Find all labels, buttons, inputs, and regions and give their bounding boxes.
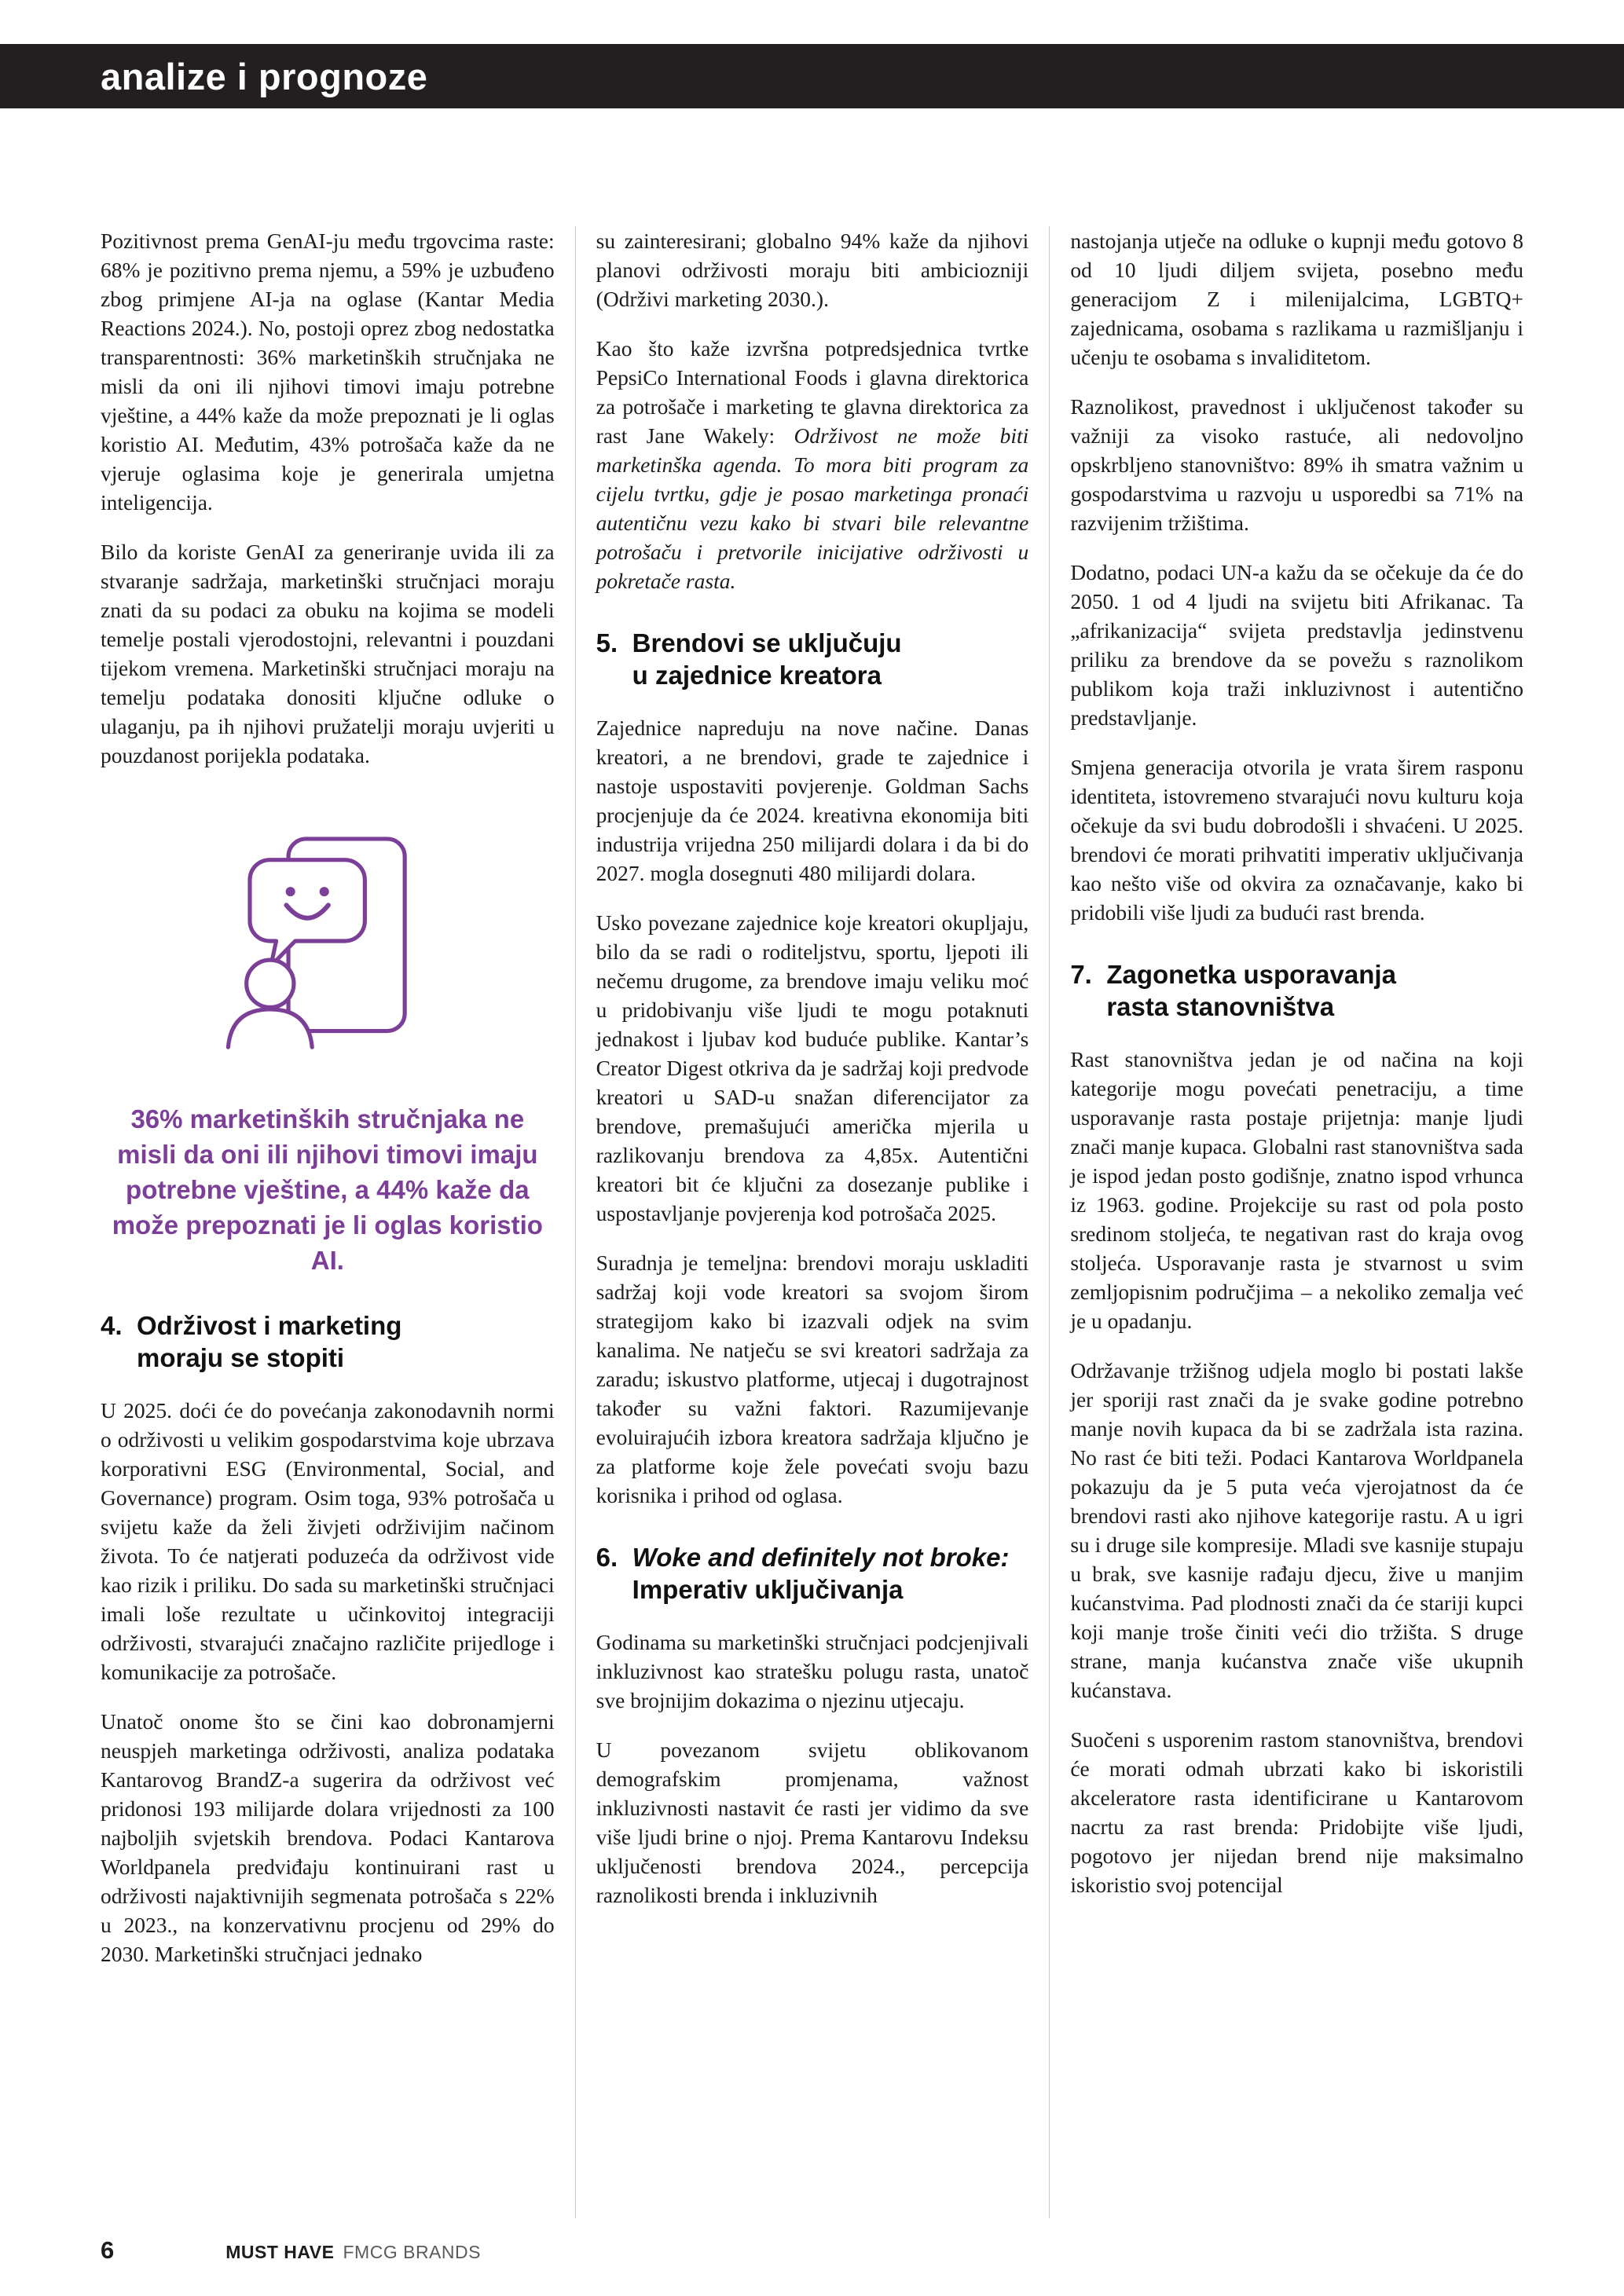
body-paragraph: U povezanom svijetu oblikovanom demografskim promjenama, važnost inkluzivnosti nastavit će rasti jer vidimo da sve više ljudi brine o njoj. Prema Kantarovu Indeksu uključenosti brendova 2024., percepcija raznolikosti brenda i inkluzivnih (596, 1738, 1029, 1907)
section-number: 4. (101, 1311, 123, 1340)
body-paragraph: Zajednice napreduju na nove načine. Danas kreatori, a ne brendovi, grade te zajednice i nastoje uspostaviti povjerenje. Goldman Sachs procjenjuje da će 2024. kreativna ekonomija biti industrija vrijedna 250 milijardi dolara i da bi do 2027. mogla dosegnuti 480 milijardi dolara. (596, 716, 1029, 885)
body-paragraph: nastojanja utječe na odluke o kupnji među gotovo 8 od 10 ljudi diljem svijeta, posebno među generacijom Z i milenijalcima, LGBTQ+ zajednicama, osobama s razlikama u razmišljanju i učenju te osobama s invaliditetom. (1070, 229, 1523, 369)
section-number: 7. (1070, 960, 1092, 989)
pull-quote: 36% marketinških stručnjaka ne misli da oni ili njihovi timovi imaju potrebne vještine, a 44% kaže da može prepoznati je li oglas koristio AI. (112, 1104, 543, 1275)
body-paragraph: Smjena generacija otvorila je vrata širem rasponu identiteta, istovremeno stvarajući novu kulturu koja očekuje da svi budu dobrodošli i shvaćeni. U 2025. brendovi će morati prihvatiti imperativ uključivanja kao nešto više od okvira za označavanje, kako bi pridobili više ljudi za budući rast brenda. (1070, 755, 1523, 925)
section-heading-population (1070, 958, 1523, 1023)
heading-text: Održivost i marketing moraju se stopiti (137, 1311, 402, 1372)
page-header-bar (0, 44, 1624, 108)
publication-title-bold: MUST HAVE (225, 2242, 335, 2262)
column-1 (101, 226, 575, 2218)
section-heading-inclusion (596, 1541, 1029, 1606)
body-paragraph: U 2025. doći će do povećanja zakonodavnih normi o održivosti u velikim gospodarstvima koje ubrzava korporativni ESG (Environmental, Social, and Governance) program. Osim toga, 93% potrošača u svijetu kaže da želi živjeti održivijim načinom života. To će natjerati poduzeća da održivost vide kao rizik i priliku. Do sada su marketinški stručnjaci imali loše rezultate u učinkovitoj integraciji održivosti, stvarajući značajno različite prijedloge i komunikacije za potrošače. (101, 1398, 555, 1684)
section-number: 5. (596, 628, 618, 657)
phone-chat-smiley-icon (101, 815, 555, 1067)
body-paragraph: Unatoč onome što se čini kao dobronamjerni neuspjeh marketinga održivosti, analiza podataka Kantarovog BrandZ-a sugerira da održivost već pridonosi 193 milijarde dolara vrijednosti za 100 najboljih svjetskih brendova. Podaci Kantarova Worldpanela predviđaju kontinuirani rast u održivosti najaktivnijih segmenata potrošača s 22% u 2023., na konzervativnu procjenu od 29% do 2030. Marketinški stručnjaci jednako (101, 1709, 555, 1966)
content-columns (101, 226, 1523, 2218)
body-paragraph: Suočeni s usporenim rastom stanovništva, brendovi će morati odmah ubrzati kako bi iskoristili akceleratore rasta identificirane u Kantarovom nacrtu za rast brenda: Pridobijte više ljudi, pogotovo jer nijedan brend nije maksimalno iskoristio svoj potencijal (1070, 1727, 1523, 1897)
body-paragraph: Raznolikost, pravednost i uključenost također su važniji za visoko rastuće, ali nedovoljno opskrbljeno stanovništvo: 89% ih smatra važnim u gospodarstvima u razvoju u usporedbi sa 71% na razvijenim tržištima. (1070, 394, 1523, 535)
column-3 (1049, 226, 1523, 2218)
body-paragraph: Usko povezane zajednice koje kreatori okupljaju, bilo da se radi o roditeljstvu, sportu, ljepoti ili nečemu drugome, za brendove imaju veliku moć u pridobivanju više ljudi te mogu potaknuti jednakost i ljubav kod buduće publike. Kantar’s Creator Digest otkriva da je sadržaj koji predvode kreatori u SAD-u snažan diferencijator za brendove, premašujući američka mjerila u razlikovanju brendova za 4,85x. Autentični kreatori bit će ključni za dosezanje publike i uspostavljanje povjerenja kod potrošača 2025. (596, 910, 1029, 1225)
phone-chat-smiley-icon (206, 815, 449, 1067)
body-paragraph: Dodatno, podaci UN-a kažu da se očekuje da će do 2050. 1 od 4 ljudi na svijetu biti Afrikanac. Ta „afrikanizacija“ svijeta predstavlja jedinstvenu priliku za brendove da se povežu s raznolikom publikom koja traži inkluzivnost i autentično predstavljanje. (1070, 560, 1523, 730)
publication-title-light: FMCG BRANDS (343, 2242, 481, 2262)
body-paragraph: Održavanje tržišnog udjela moglo bi postati lakše jer sporiji rast znači da je svake godine potrebno manje novih kupaca da bi se zadržala ista razina. No rast će biti teži. Podaci Kantarova Worldpanela pokazuju da je 5 puta veća vjerojatnost da će brendovi rasti ako njihove kategorije rastu. A u igri su i druge sile kompresije. Mladi sve kasnije stupaju u brak, sve kasnije rađaju djecu, žive u manjim kućanstvima. Pad plodnosti znači da će stariji kupci koji manje troše činiti veći dio tržišta. S druge strane, manja kućanstva znače više ukupnih kućanstava. (1070, 1358, 1523, 1702)
body-paragraph (596, 334, 1029, 595)
quote-italic-text: Održivost ne može biti marketinška agenda. To mora biti program za cijelu tvrtku, gdje je posao marketinga pronaći autentičnu vezu kako bi stvari bile relevantne potrošaču i pretvorile inicijative održivosti u pokretače rasta. (596, 423, 1029, 593)
section-heading-creators (596, 627, 1029, 691)
body-paragraph: su zainteresirani; globalno 94% kaže da njihovi planovi održivosti moraju biti ambiciozniji (Održivi marketing 2030.). (596, 229, 1029, 311)
heading-text: Brendovi se uključuju u zajednice kreatora (632, 628, 902, 690)
column-2 (575, 226, 1050, 2218)
body-paragraph: Bilo da koriste GenAI za generiranje uvida ili za stvaranje sadržaja, marketinški stručnjaci moraju znati da su podaci za obuku na kojima se modeli temelje postali vjerodostojni, relevantni i pouzdani tijekom vremena. Marketinški stručnjaci moraju na temelju podataka donositi ključne odluke o ulaganju, pa ih njihovi pružatelji moraju uvjeriti u pouzdanost porijekla podataka. (101, 540, 555, 767)
section-heading-sustainability (101, 1309, 555, 1374)
paragraph-text: Kao što kaže izvršna potpredsjednica tvrtke PepsiCo International Foods i glavna direktorica za potrošače i marketing te glavna direktorica za rast Jane Wakely: (596, 336, 1029, 448)
page-number: 6 (101, 2236, 115, 2264)
heading-text: Woke and definitely not broke: Imperativ uključivanja (632, 1543, 1010, 1604)
body-paragraph: Pozitivnost prema GenAI-ju među trgovcima raste: 68% je pozitivno prema njemu, a 59% je uzbuđeno zbog primjene AI-ja na oglase (Kantar Media Reactions 2024.). No, postoji oprez zbog nedostatka transparentnosti: 36% marketinških stručnjaka ne misli da oni ili njihovi timovi imaju potrebne vještine, a 44% kaže da može prepoznati je li oglas koristio AI. Međutim, 43% potrošača kaže da ne vjeruje oglasima koje je generirala umjetna inteligencija. (101, 229, 555, 514)
heading-text: Zagonetka usporavanja rasta stanovništva (1106, 960, 1396, 1021)
body-paragraph: Suradnja je temeljna: brendovi moraju uskladiti sadržaj koji vode kreatori sa svojom širom strategijom kako bi izazvali odjek na svim kanalima. Ne natječu se svi kreatori sadržaja za zaradu; iskustvo platforme, utjecaj i dugotrajnost također su važni faktori. Razumijevanje evoluirajućih izbora kreatora sadržaja ključno je za platforme koje žele povećati svoju bazu korisnika i prihod od oglasa. (596, 1251, 1029, 1507)
page-title: analize i prognoze (101, 55, 428, 97)
body-paragraph: Godinama su marketinški stručnjaci podcjenjivali inkluzivnost kao stratešku polugu rasta, unatoč sve brojnijim dokazima o njezinu utjecaju. (596, 1630, 1029, 1712)
page-footer (101, 2236, 481, 2265)
section-number: 6. (596, 1543, 618, 1572)
body-paragraph: Rast stanovništva jedan je od načina na koji kategorije mogu povećati penetraciju, a time usporavanje rasta postaje prijetnja: manje ljudi znači manje kupaca. Globalni rast stanovništva sada je ispod jedan posto godišnje, znatno ispod vrhunca iz 1963. godine. Projekcije su rast od pola posto sredinom stoljeća, te negativan rast do kraja ovog stoljeća. Usporavanje rasta je stvarnost u svim zemljopisnim područjima – a nekoliko zemalja već je u opadanju. (1070, 1047, 1523, 1333)
